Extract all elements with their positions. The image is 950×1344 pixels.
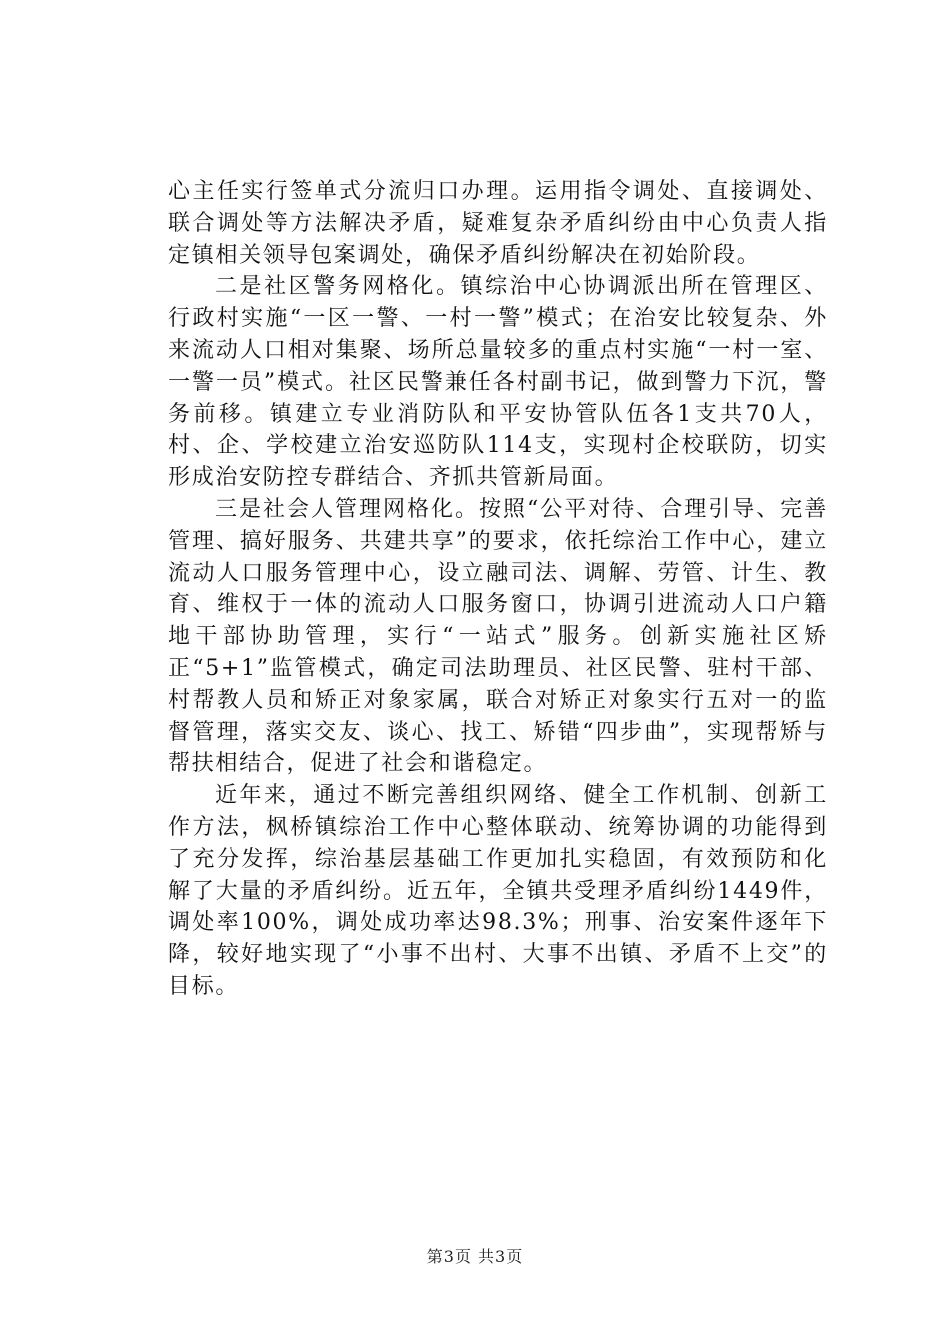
paragraph-3: 三是社会人管理网格化。按照“公平对待、合理引导、完善管理、搞好服务、共建共享”的要求，依托综治工作中心，建立流动人口服务管理中心，设立融司法、调解、劳管、计生、教育、维权于一体的流动人口服务窗口，协调引进流动人口户籍地干部协助管理，实行“一站式”服务。创新实施社区矫正“5+1”监管模式，确定司法助理员、社区民警、驻村干部、村帮教人员和矫正对象家属，联合对矫正对象实行五对一的监督管理，落实交友、谈心、找工、矫错“四步曲”，实现帮矫与帮扶相结合，促进了社会和谐稳定。 — [168, 496, 828, 777]
page-footer — [0, 1244, 950, 1267]
paragraph-4: 近年来，通过不断完善组织网络、健全工作机制、创新工作方法，枫桥镇综治工作中心整体联动、统筹协调的功能得到了充分发挥，综治基层基础工作更加扎实稳固，有效预防和化解了大量的矛盾纠纷。近五年，全镇共受理矛盾纠纷1449件，调处率100%，调处成功率达98.3%；刑事、治安案件逐年下降，较好地实现了“小事不出村、大事不出镇、矛盾不上交”的目标。 — [168, 783, 828, 999]
document-body — [168, 176, 828, 1003]
paragraph-1: 心主任实行签单式分流归口办理。运用指令调处、直接调处、联合调处等方法解决矛盾，疑难复杂矛盾纠纷由中心负责人指定镇相关领导包案调处，确保矛盾纠纷解决在初始阶段。 — [168, 179, 828, 268]
page-number-label: 第3页 共3页 — [426, 1247, 524, 1266]
paragraph-2: 二是社区警务网格化。镇综治中心协调派出所在管理区、行政村实施“一区一警、一村一警”模式；在治安比较复杂、外来流动人口相对集聚、场所总量较多的重点村实施“一村一室、一警一员”模式。社区民警兼任各村副书记，做到警力下沉，警务前移。镇建立专业消防队和平安协管队伍各1支共70人，村、企、学校建立治安巡防队114支，实现村企校联防，切实形成治安防控专群结合、齐抓共管新局面。 — [168, 274, 828, 491]
